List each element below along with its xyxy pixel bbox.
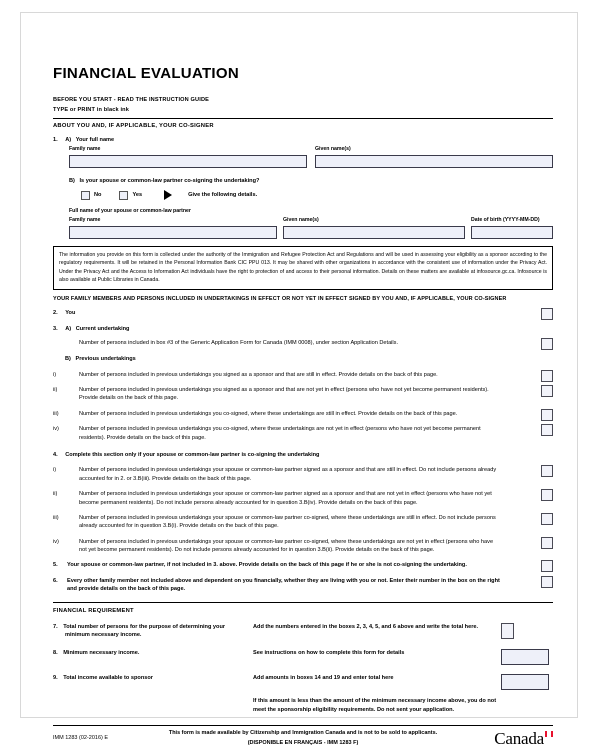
question-5-count-box[interactable]	[541, 560, 553, 572]
question-4-title: Complete this section only if your spouse or common-law partner is co-signing the undertaking	[65, 451, 320, 458]
question-3b-item-text: Number of persons included in previous undertakings you co-signed, where these undertakings are not yet in effect (persons who have not yet become permanent residents). Provide details on the back of this page.	[79, 426, 481, 441]
question-3a-title: Current undertaking	[75, 326, 130, 333]
start-instruction-line-2: TYPE or PRINT in black ink	[53, 106, 130, 113]
spouse-field-labels	[69, 217, 553, 226]
arrow-right-icon	[164, 190, 172, 200]
question-3b-item-text: Number of persons included in previous undertakings you co-signed, where these undertakings are still in effect. Provide details on the back of this page.	[79, 410, 458, 417]
spouse-name-block	[69, 208, 553, 239]
spouse-full-name-label: Full name of your spouse or common-law partner	[69, 208, 191, 215]
question-7-number: 7.	[53, 623, 58, 630]
question-1b-title-row	[69, 177, 553, 185]
question-3a-text: Number of persons included in box #3 of the Generic Application Form for Canada (IMM 0008), under section Application Details.	[79, 339, 399, 346]
question-9-income-input[interactable]	[501, 674, 549, 690]
question-3a-letter: A)	[65, 326, 72, 333]
question-2-number: 2.	[53, 310, 58, 317]
question-1	[53, 136, 553, 239]
question-4-item-text: Number of persons included in previous undertakings your spouse or common-law partner signed as a sponsor and that are still in effect. Do not include persons already accounted for in 2. or 3.B(iii). Provide details on the back of this page.	[79, 467, 497, 482]
question-4-number: 4.	[53, 451, 58, 458]
canada-wordmark-text: Canada	[494, 728, 544, 748]
question-8-instruction: See instructions on how to complete this form for details	[253, 649, 405, 656]
full-name-inputs	[69, 155, 553, 168]
question-3b-item-marker: i)	[53, 371, 57, 378]
question-3b-item	[53, 386, 553, 403]
question-4-item-count-box[interactable]	[541, 513, 553, 525]
checkbox-no-label: No	[94, 191, 102, 198]
form-page	[20, 12, 578, 748]
question-8	[53, 649, 553, 665]
footer	[53, 729, 553, 749]
question-8-label	[53, 649, 253, 665]
eligibility-warning-row	[53, 697, 553, 715]
question-4-item-text: Number of persons included in previous undertakings your spouse or common-law partner co-signed, where these undertakings are not yet in effect (persons who have not yet become permanent residents). Do not include persons already accounted for in question 3.B(ii). Provide details on the back of this page.	[79, 538, 494, 554]
financial-requirement-heading: FINANCIAL REQUIREMENT	[53, 607, 134, 614]
spouse-given-names-input[interactable]	[283, 226, 465, 239]
divider-financial	[53, 602, 553, 603]
question-3b-item-count-box[interactable]	[541, 409, 553, 421]
question-6-number: 6.	[53, 577, 58, 584]
question-4-item-marker: iv)	[53, 538, 59, 545]
question-1b-letter: B)	[69, 177, 75, 184]
spouse-dob-input[interactable]	[471, 226, 553, 239]
question-4-item-count-box[interactable]	[541, 537, 553, 549]
question-4	[53, 451, 553, 555]
spouse-given-names-label: Given name(s)	[283, 216, 319, 223]
section-family-heading: YOUR FAMILY MEMBERS AND PERSONS INCLUDED IN UNDERTAKINGS IN EFFECT OR NOT YET IN EFFECT SIGNED BY YOU AND, IF APPLICABLE, YOUR CO-SIGNER	[53, 296, 507, 303]
question-3a-title-row	[53, 325, 553, 333]
question-4-item-marker: ii)	[53, 491, 58, 498]
question-8-income-input[interactable]	[501, 649, 549, 665]
start-instructions	[53, 96, 553, 116]
divider-top	[53, 118, 553, 119]
question-3b-title-row	[53, 355, 553, 363]
question-1b-text: Is your spouse or common-law partner co-signing the undertaking?	[79, 177, 260, 184]
question-3-number: 3.	[53, 326, 58, 333]
question-3b-item-count-box[interactable]	[541, 424, 553, 436]
family-name-input[interactable]	[69, 155, 307, 168]
question-2-text: You	[65, 310, 76, 317]
question-5-number: 5.	[53, 562, 58, 569]
question-7-label-line-1: Total number of persons for the purpose of determining your	[63, 623, 226, 630]
eligibility-warning: If this amount is less than the amount of the minimum necessary income above, you do not meet the sponsorship eligibility requirements. Do not sent your application.	[253, 697, 497, 713]
given-names-label: Given name(s)	[315, 145, 351, 152]
question-3b-item-text: Number of persons included in previous undertakings you signed as a sponsor and that are not yet in effect (persons who have not yet become permanent residents). Provide details on the back of this page.	[79, 387, 489, 402]
question-3	[53, 325, 553, 442]
question-9-instruction: Add amounts in boxes 14 and 19 and enter total here	[253, 674, 394, 681]
divider-footer	[53, 725, 553, 726]
question-1a-letter: A)	[65, 136, 72, 143]
spouse-family-name-label: Family name	[69, 216, 101, 223]
question-3b-item-text: Number of persons included in previous undertakings you signed as a sponsor and that are still in effect. Provide details on the back of this page.	[79, 371, 438, 378]
question-3b-item-marker: iv)	[53, 426, 59, 433]
section-about-heading: ABOUT YOU AND, IF APPLICABLE, YOUR CO-SIGNER	[53, 122, 214, 129]
question-9-label-text: Total income available to sponsor	[63, 674, 153, 681]
footer-french-notice: (DISPONIBLE EN FRANÇAIS - IMM 1283 F)	[247, 739, 359, 746]
checkbox-no[interactable]	[81, 191, 90, 200]
question-9	[53, 674, 553, 690]
question-8-label-text: Minimum necessary income.	[63, 649, 140, 656]
question-2	[53, 309, 553, 317]
question-3b-title: Previous undertakings	[75, 356, 136, 363]
privacy-notice: The information you provide on this form is collected under the authority of the Immigration and Refugee Protection Act and Regulations and will be used in assessing your eligibility as a sponsor according to the regulatory requirements. It will be retained in the Personal Information Bank CIC PPU 013. It may be shared with other organizations in accordance with the consistent use of information under the Privacy Act. Under the Privacy Act and the Access to Information Act individuals have the right to protection of and access to their personal information. Details on these matters are available at infosource.gc.ca. Infosource is also available at Public Libraries in Canada.	[53, 246, 553, 290]
cosigning-options	[69, 190, 553, 200]
family-name-label: Family name	[69, 145, 101, 152]
question-1b	[53, 177, 553, 239]
question-9-label	[53, 674, 253, 690]
question-4-item-count-box[interactable]	[541, 465, 553, 477]
question-3a-count-box[interactable]	[541, 338, 553, 350]
question-7-label	[53, 623, 253, 640]
question-3b-item-marker: ii)	[53, 387, 58, 393]
question-7-label-line-2: minimum necessary income.	[65, 632, 142, 639]
question-4-item-marker: iii)	[53, 514, 59, 521]
followup-instruction: Give the following details.	[188, 191, 258, 198]
question-5-text: Your spouse or common-law partner, if not included in 3. above. Provide details on the back of this page if he or she is not co-signing the undertaking.	[67, 562, 467, 569]
question-3b-item	[53, 425, 553, 442]
question-7-instruction: Add the numbers entered in the boxes 2, 3, 4, 5, and 6 above and write the total here.	[253, 623, 479, 630]
full-name-fields	[53, 146, 553, 168]
canada-wordmark	[494, 729, 553, 749]
question-1-number: 1.	[53, 136, 58, 143]
question-2-count-box[interactable]	[541, 308, 553, 320]
form-id: IMM 1283 (02-2016) E	[53, 734, 109, 741]
question-4-title-row	[53, 451, 553, 459]
question-4-item-text: Number of persons included in previous undertakings your spouse or common-law partner signed as a sponsor and that are not yet in effect (persons who have not yet become permanent residents). Do not include persons already accounted for in question 3.B(iv). Provide details on the back of this page.	[79, 491, 492, 506]
question-3a-row	[53, 339, 553, 347]
spouse-dob-label: Date of birth (YYYY-MM-DD)	[471, 216, 540, 223]
start-instruction-line-1: BEFORE YOU START - READ THE INSTRUCTION GUIDE	[53, 97, 210, 103]
question-3b-item-count-box[interactable]	[541, 370, 553, 382]
checkbox-yes[interactable]	[119, 191, 128, 200]
question-4-item-text: Number of persons included in previous undertakings your spouse or common-law partner co-signed, where these undertakings are still in effect. Do not include persons already accounted for in question 3.B(i). Provide details on the back of this page.	[79, 514, 496, 530]
question-4-item	[53, 538, 553, 555]
question-7	[53, 623, 553, 640]
page-title: FINANCIAL EVALUATION	[53, 65, 239, 82]
spouse-family-name-input[interactable]	[69, 226, 277, 239]
question-3b-item-count-box[interactable]	[541, 385, 553, 397]
question-3b-letter: B)	[65, 356, 71, 363]
question-3b-item	[53, 410, 553, 418]
checkbox-yes-label: Yes	[132, 191, 143, 198]
question-6-text: Every other family member not included above and dependent on you financially, whether they are living with you or not. Enter their number in the box on the right and provide details on the back of this page.	[67, 577, 500, 593]
question-4-item-marker: i)	[53, 467, 57, 474]
question-4-item	[53, 514, 553, 531]
question-6	[53, 577, 553, 594]
question-3b-item	[53, 371, 553, 379]
question-9-number: 9.	[53, 674, 58, 681]
question-1a-title-row	[53, 136, 553, 144]
question-1a-title: Your full name	[75, 136, 115, 143]
question-4-item	[53, 466, 553, 483]
question-6-count-box[interactable]	[541, 576, 553, 588]
question-4-item-count-box[interactable]	[541, 489, 553, 501]
question-8-number: 8.	[53, 649, 58, 656]
canada-flag-icon	[545, 731, 553, 737]
footer-notice: This form is made available by Citizenship and Immigration Canada and is not to be sold to applicants.	[168, 729, 438, 736]
question-4-item	[53, 490, 553, 507]
full-name-labels	[69, 146, 553, 155]
spouse-field-inputs	[69, 226, 553, 239]
footer-notice-block	[53, 729, 553, 749]
question-5	[53, 561, 553, 569]
question-7-total-box[interactable]	[501, 623, 514, 639]
question-3b-item-marker: iii)	[53, 410, 59, 417]
given-names-input[interactable]	[315, 155, 553, 168]
